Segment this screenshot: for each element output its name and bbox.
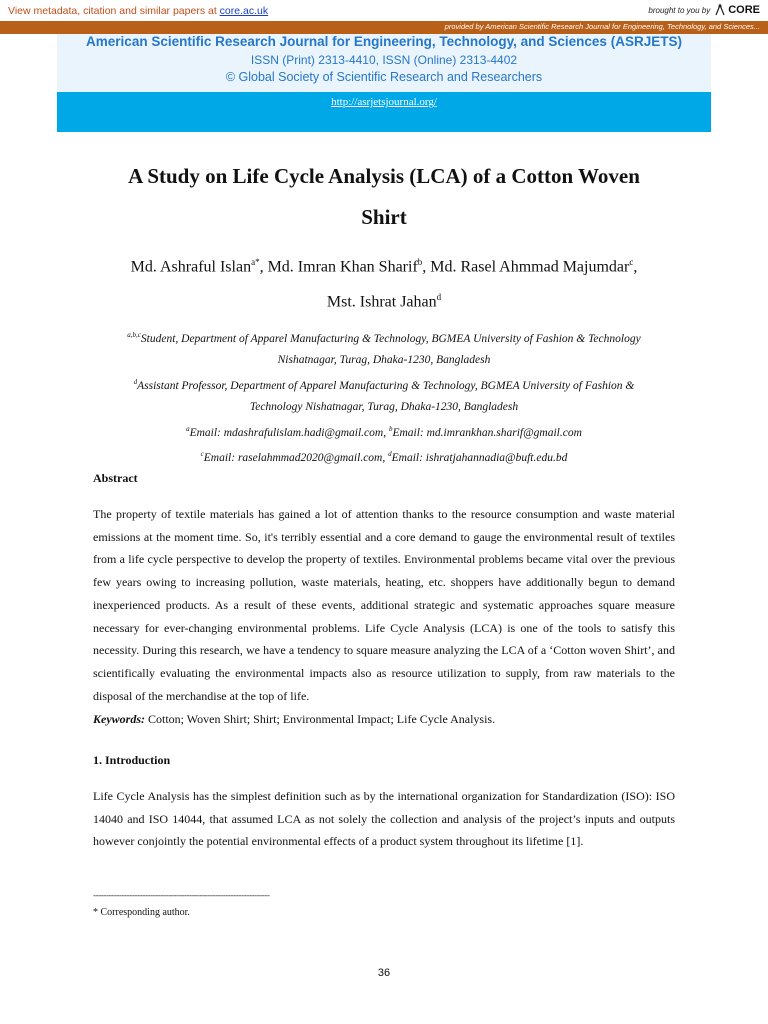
journal-url-bar <box>57 92 711 132</box>
core-brought-by[interactable] <box>648 3 760 17</box>
core-logo-icon <box>714 3 726 17</box>
core-logo[interactable] <box>714 3 760 17</box>
paper-title-line2: Shirt <box>361 205 407 229</box>
author-4-sup: d <box>436 292 442 303</box>
intro-text: Life Cycle Analysis has the simplest definition such as by the international organization for Standardization (ISO): ISO 14040 and ISO 14044, that assumed LCA as not solely the collection and analysis of the project’s inputs and outputs however conjointly the potential environmental effects of a product system throughout its lifetime [1]. <box>93 789 675 849</box>
journal-header <box>57 34 711 92</box>
email-a-sup: a <box>186 424 190 433</box>
author-line2 <box>80 282 688 317</box>
email-c-sup: c <box>200 449 204 458</box>
affiliation-d-line2: Technology Nishatnagar, Turag, Dhaka-1230, Bangladesh <box>249 401 519 414</box>
core-logo-text: CORE <box>728 4 760 16</box>
journal-issn: ISSN (Print) 2313-4410, ISSN (Online) 2313-4402 <box>250 53 518 67</box>
journal-url-link[interactable]: http://asrjetsjournal.org/ <box>331 96 437 108</box>
author-line1 <box>80 247 688 282</box>
author-list <box>80 247 688 318</box>
page-number: 36 <box>377 967 391 979</box>
affiliation-abc-line2: Nishatnagar, Turag, Dhaka-1230, Bangladesh <box>277 354 491 367</box>
keywords <box>93 712 495 727</box>
author-2: , Md. Imran Khan Sharif <box>259 258 418 276</box>
abstract-heading: Abstract <box>93 471 138 485</box>
affiliation-abc-sup: a,b,c <box>127 331 141 339</box>
email-d-sup: d <box>388 449 392 458</box>
author-3-tail: , <box>633 258 638 276</box>
author-4: Mst. Ishrat Jahan <box>326 293 437 311</box>
journal-society: © Global Society of Scientific Research and Researchers <box>225 70 543 84</box>
core-provided-text: provided by American Scientific Research Journal for Engineering, Technology, and Sciences... <box>444 22 760 31</box>
email-d: Email: ishratjahannadia@buft.edu.bd <box>391 451 568 464</box>
paper-title <box>80 156 688 238</box>
keywords-label: Keywords: <box>93 712 145 726</box>
affiliations <box>84 325 684 469</box>
core-header <box>0 0 768 20</box>
paper-title-line1: A Study on Life Cycle Analysis (LCA) of a Cotton Woven <box>128 164 640 188</box>
email-b-sup: b <box>388 424 393 433</box>
abstract-text: The property of textile materials has gained a lot of attention thanks to the resource consumption and waste material emissions at the moment time. So, it's terribly essential and a core demand to gauge the environmental result of textiles from a life cycle perspective to develop the property of textiles. Environmental problems became vital over the previous few years owing to increasing pollution, waste materials, heating, etc. shoppers have additionally begun to demand inexperienced products. As a result of these events, additional strategic and systematic approaches square measure necessary for ever-changing environmental problems. Life Cycle Analysis (LCA) is one of the tools to satisfy this necessity. During this research, we have a tendency to square measure analyzing the LCA of a ‘Cotton woven Shirt’, and scientifically evaluating the environmental impacts also as resource utilization to supply, from raw materials to the disposal of the merchandise at the top of life. <box>93 507 675 703</box>
author-3-sup: c <box>629 257 634 267</box>
email-line1 <box>84 419 684 444</box>
affiliation-d-sup: d <box>133 377 138 386</box>
journal-title: American Scientific Research Journal for Engineering, Technology, and Sciences (ASRJETS) <box>86 34 682 49</box>
intro-heading: 1. Introduction <box>93 753 171 767</box>
email-c: Email: raselahmmad2020@gmail.com, <box>203 451 389 464</box>
core-link-prefix: View metadata, citation and similar papers at <box>8 5 220 17</box>
affiliation-abc-text: Student, Department of Apparel Manufacturing & Technology, BGMEA University of Fashion & Technology <box>140 332 641 345</box>
author-1-sup: a* <box>251 257 260 267</box>
affiliation-abc-line1 <box>84 325 684 350</box>
footnote-rule: -------------------------------------------------------------------- <box>93 890 270 900</box>
affiliation-d-text: Assistant Professor, Department of Apparel Manufacturing & Technology, BGMEA University of Fashion & <box>137 379 635 392</box>
email-line2 <box>84 444 684 469</box>
author-2-sup: b <box>417 257 423 267</box>
affiliation-d-line1 <box>84 372 684 397</box>
core-provided-bar <box>0 21 768 34</box>
keywords-list: Cotton; Woven Shirt; Shirt; Environmental Impact; Life Cycle Analysis. <box>145 712 496 726</box>
core-metadata-link[interactable] <box>8 5 268 17</box>
email-b: Email: md.imrankhan.sharif@gmail.com <box>392 426 582 439</box>
brought-text: brought to you by <box>648 5 711 15</box>
email-a: Email: mdashrafulislam.hadi@gmail.com, <box>189 426 389 439</box>
footnote-corresponding: * Corresponding author. <box>93 907 190 918</box>
core-ac-uk-link[interactable]: core.ac.uk <box>219 5 269 17</box>
author-1: Md. Ashraful Islan <box>130 258 252 276</box>
author-3: , Md. Rasel Ahmmad Majumdar <box>422 258 630 276</box>
